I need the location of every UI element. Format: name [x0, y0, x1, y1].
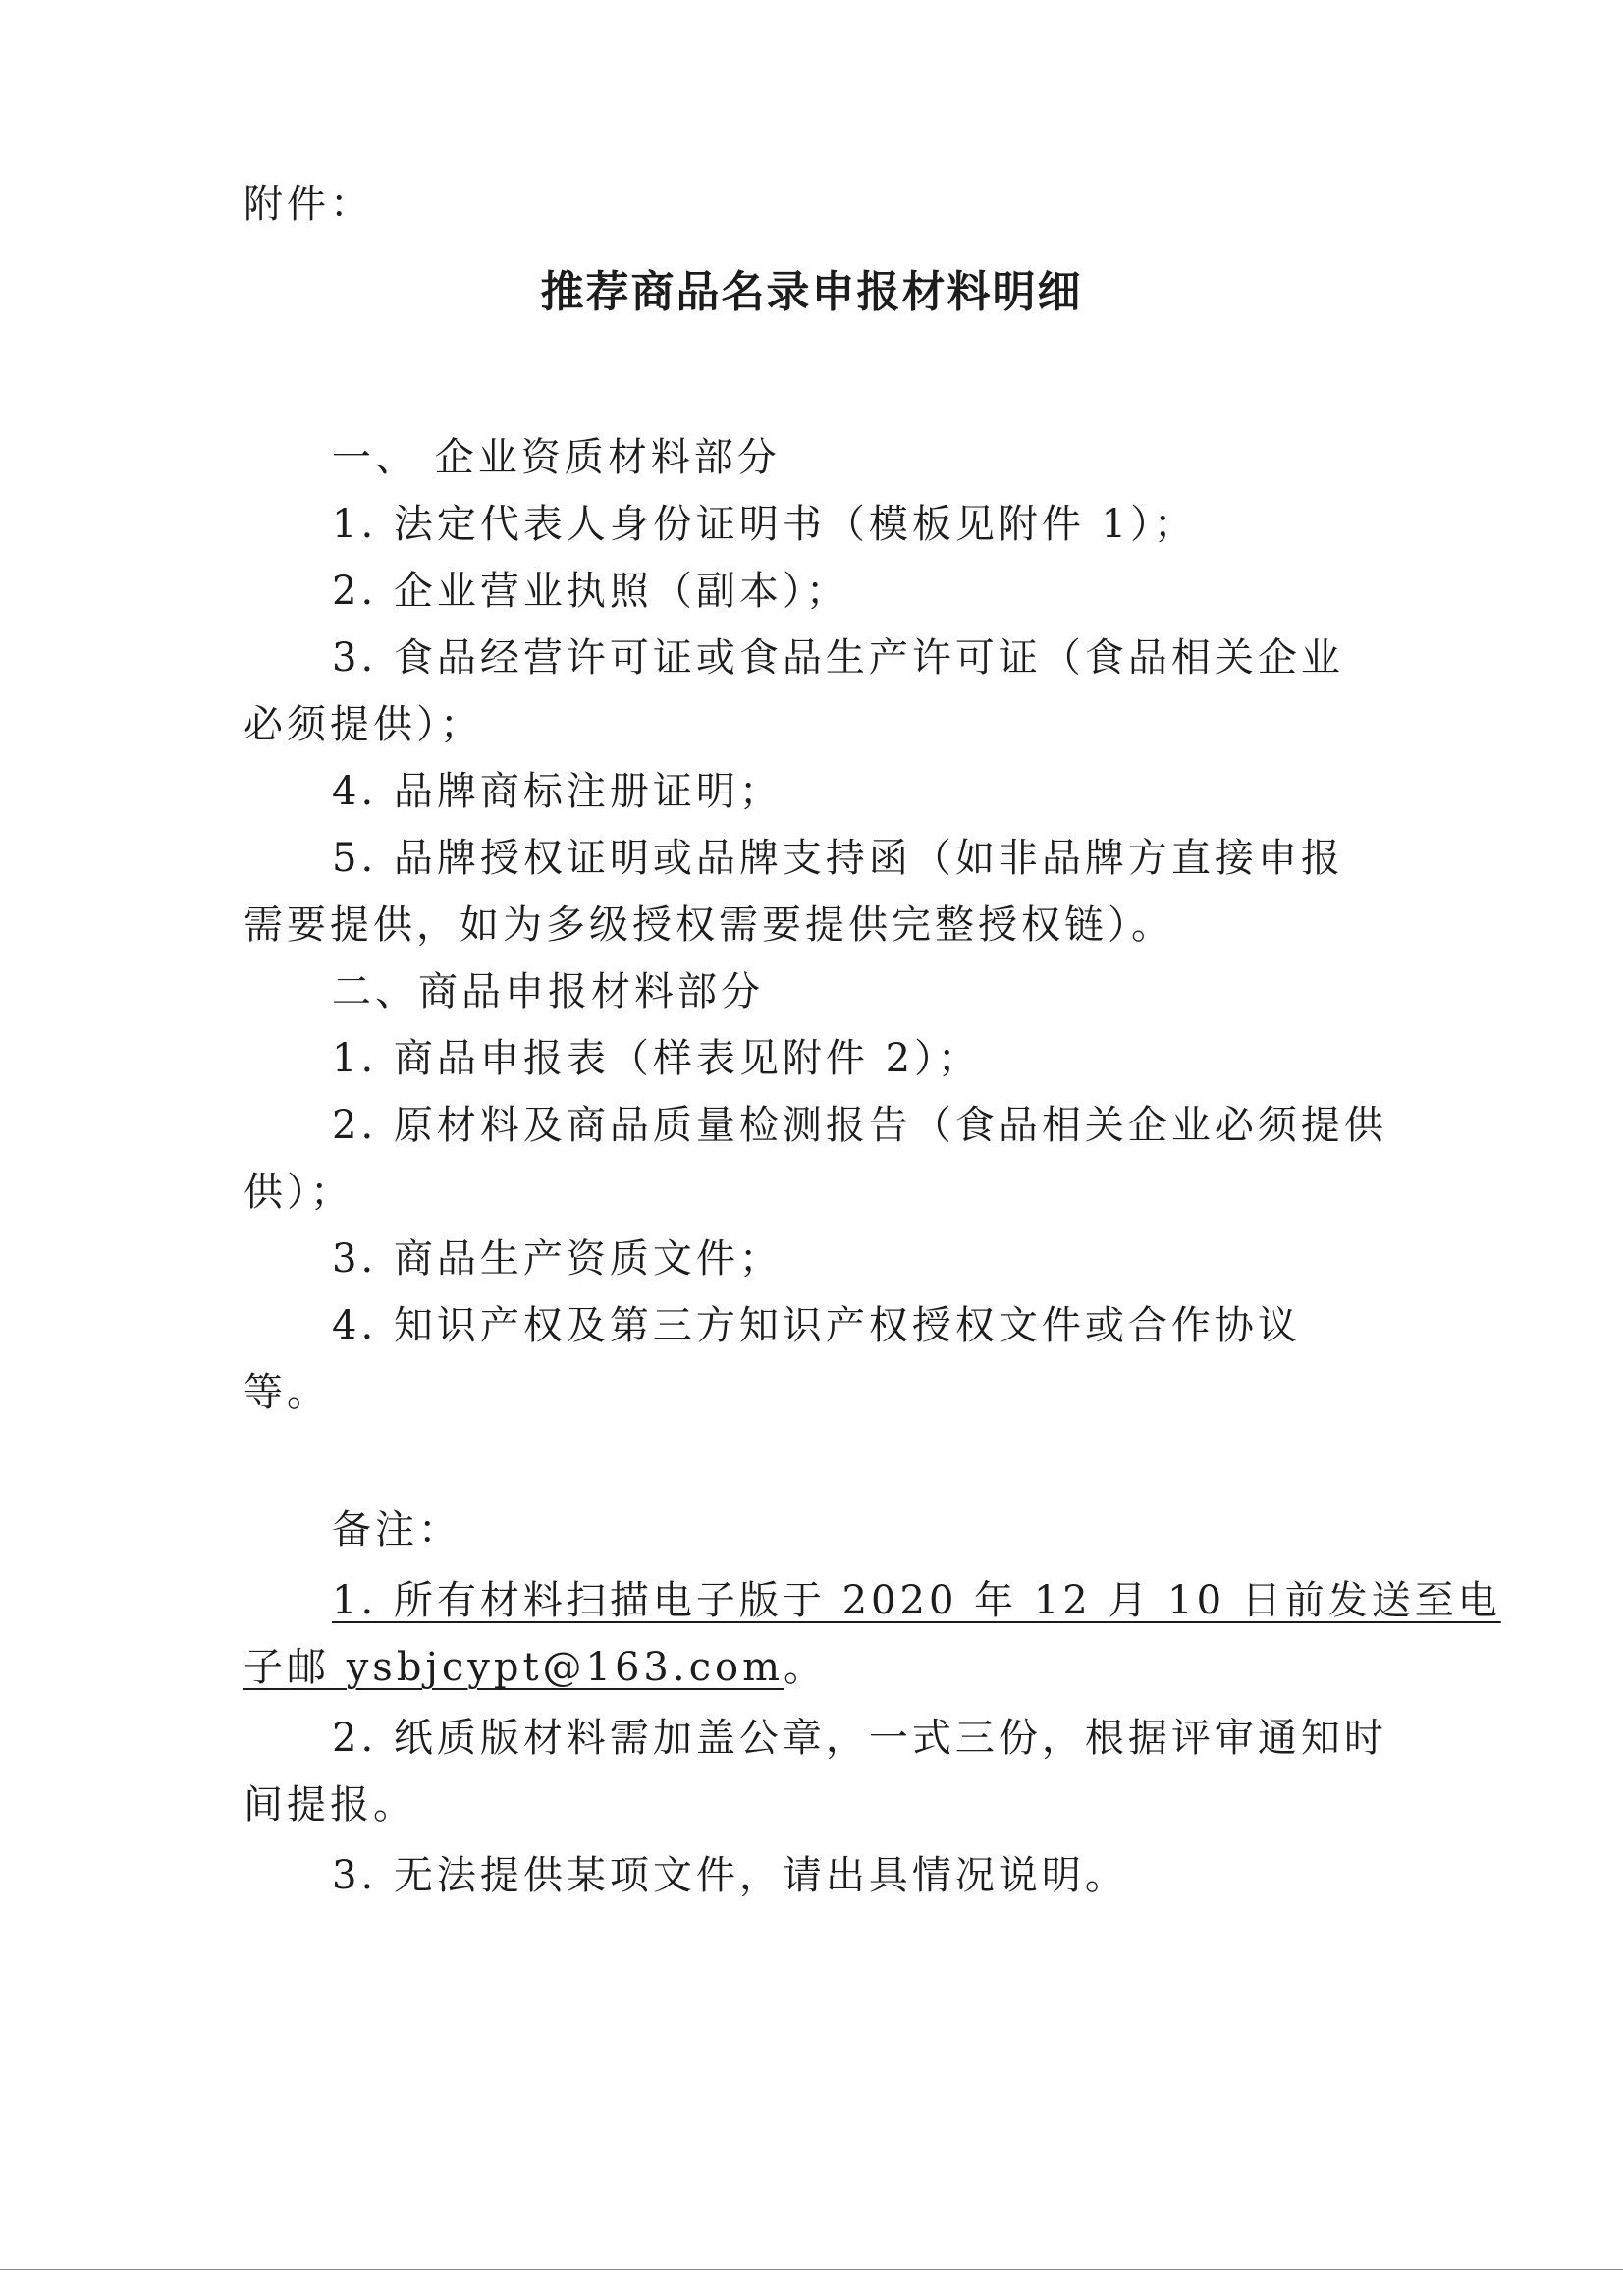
section2-item-3: 3. 商品生产资质文件；	[332, 1236, 783, 1282]
note-item-1: 1. 所有材料扫描电子版于 2020 年 12 月 10 日前发送至电	[332, 1578, 1501, 1623]
section1-item-1: 1. 法定代表人身份证明书（模板见附件 1）；	[332, 502, 1198, 547]
note-item-2: 2. 纸质版材料需加盖公章，一式三份，根据评审通知时	[332, 1716, 1387, 1761]
note-item-3: 3. 无法提供某项文件，请出具情况说明。	[332, 1853, 1128, 1898]
section1-item-3: 3. 食品经营许可证或食品生产许可证（食品相关企业	[332, 635, 1344, 681]
section1-item-4: 4. 品牌商标注册证明；	[332, 769, 783, 814]
section2-item-4-cont: 等。	[243, 1370, 330, 1415]
note-item-2-cont: 间提报。	[243, 1782, 416, 1828]
section2-item-2-cont: 供）；	[243, 1170, 353, 1215]
notes-heading: 备注：	[332, 1507, 461, 1553]
note-email-period: 。	[784, 1645, 828, 1690]
section2-item-1: 1. 商品申报表（样表见附件 2）；	[332, 1036, 982, 1081]
note-email: 子邮 ysbjcypt@163.com	[243, 1645, 784, 1690]
section1-item-5-cont: 需要提供，如为多级授权需要提供完整授权链）。	[243, 902, 1174, 948]
section-heading-enterprise: 一、 企业资质材料部分	[332, 435, 781, 480]
section-heading-product: 二、商品申报材料部分	[332, 969, 764, 1014]
section2-item-4: 4. 知识产权及第三方知识产权授权文件或合作协议	[332, 1303, 1301, 1348]
section2-item-2: 2. 原材料及商品质量检测报告（食品相关企业必须提供	[332, 1103, 1387, 1148]
section1-item-2: 2. 企业营业执照（副本）；	[332, 569, 849, 614]
document-title: 推荐商品名录申报材料明细	[540, 267, 1083, 317]
section1-item-5: 5. 品牌授权证明或品牌支持函（如非品牌方直接申报	[332, 836, 1344, 881]
section1-item-3-cont: 必须提供）；	[243, 702, 483, 747]
scan-edge-line	[0, 2269, 1623, 2270]
note-item-1-cont	[243, 1642, 827, 1693]
attachment-label: 附件：	[243, 182, 373, 227]
